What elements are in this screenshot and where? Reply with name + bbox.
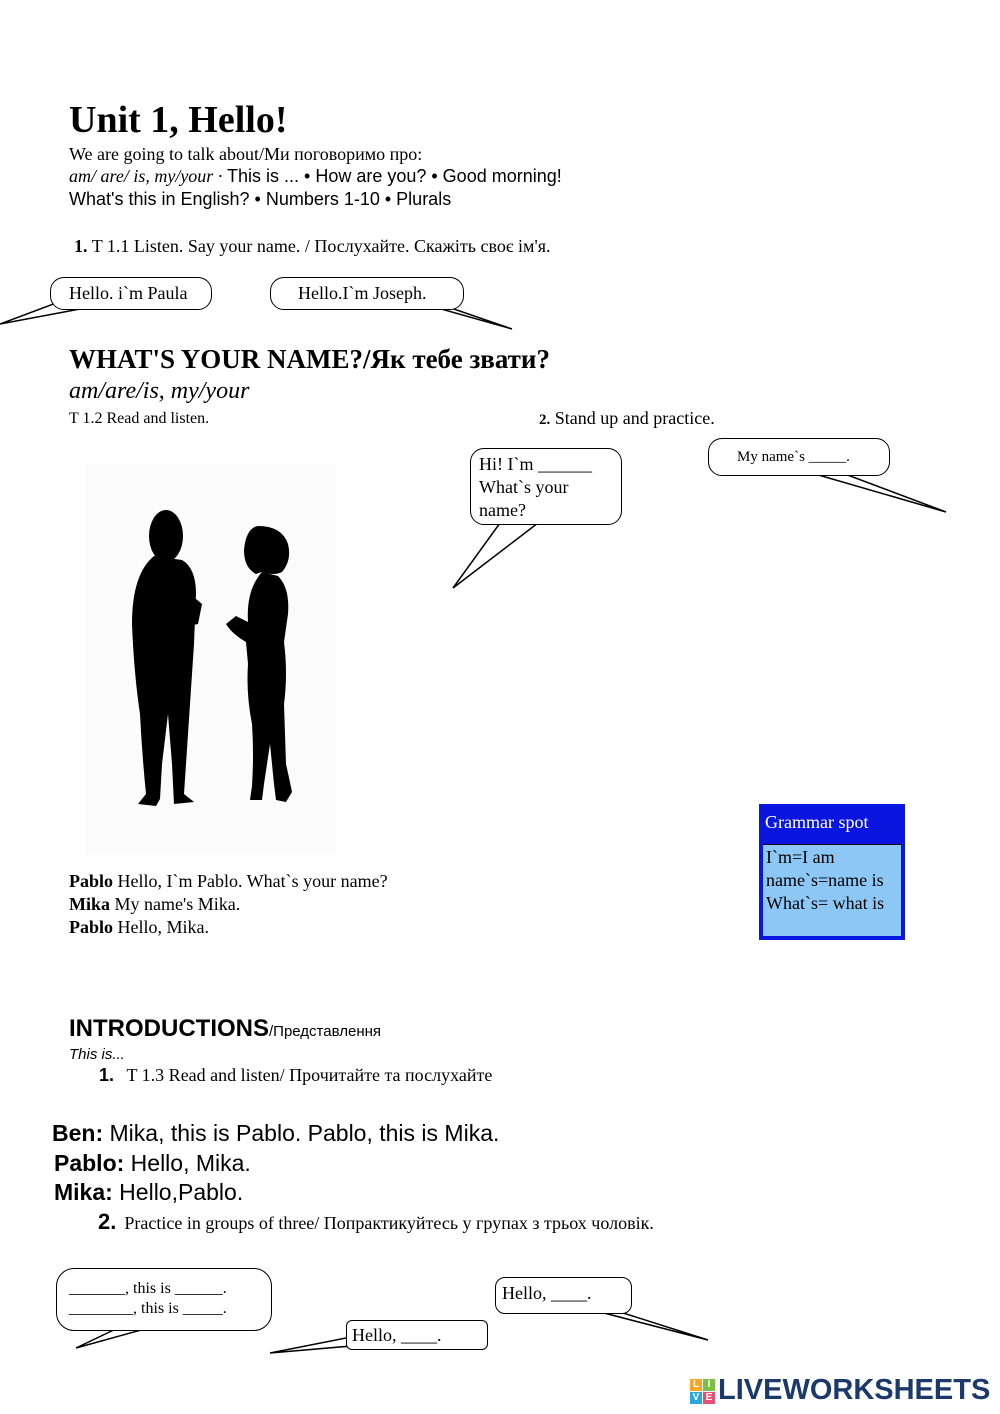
intro-ex1-text: T 1.3 Read and listen/ Прочитайте та послухайте — [126, 1065, 493, 1085]
intro-ex1-number: 1. — [99, 1065, 115, 1085]
speech-bubble-paula — [50, 277, 212, 310]
speaker-name: Ben: — [52, 1120, 104, 1146]
bubble-myname-text: My name`s _____. — [737, 449, 850, 465]
dialogue-text: My name's Mika. — [110, 894, 241, 914]
exercise-2-number: 2. — [539, 412, 551, 428]
logo-letter: I — [703, 1379, 715, 1391]
dialogue-text: Mika, this is Pablo. Pablo, this is Mika. — [103, 1120, 500, 1146]
intro-ex2-text: Practice in groups of three/ Попрактикуйтесь у групах з трьох чоловік. — [124, 1213, 654, 1233]
page-title: Unit 1, Hello! — [69, 99, 288, 141]
speech-bubble-hello-2 — [495, 1277, 632, 1314]
bubble-paula-text: Hello. i`m Paula — [69, 283, 188, 303]
dialogue-text: Hello, I`m Pablo. What`s your name? — [113, 871, 388, 891]
tail-hello1 — [270, 1337, 351, 1353]
speaker-name: Mika — [69, 894, 111, 914]
topics-rest: This is ... • How are you? • Good morning! — [222, 166, 562, 186]
speech-bubble-myname — [708, 438, 890, 476]
speech-bubble-hi — [470, 448, 622, 525]
bubble-hi-text: Hi! I`m ______ What`s your name? — [479, 454, 592, 520]
bubble-joseph-text: Hello.I`m Joseph. — [298, 283, 427, 303]
section-subheading-name: am/are/is, my/your — [69, 378, 250, 404]
exercise-1-text: T 1.1 Listen. Say your name. / Послухайте. Скажіть своє ім'я. — [91, 236, 551, 256]
intro-text: We are going to talk about/Ми поговоримо про: — [69, 144, 423, 164]
dialogue-text: Hello, Mika. — [124, 1149, 251, 1176]
logo-letter: V — [690, 1392, 702, 1404]
speech-bubble-hello-1 — [346, 1320, 488, 1350]
speaker-name: Pablo: — [54, 1149, 125, 1176]
exercise-2-text: Stand up and practice. — [554, 408, 715, 428]
tail-hi — [453, 523, 538, 588]
introductions-sub: This is... — [69, 1046, 125, 1063]
dialogue-text: Hello,Pablo. — [112, 1179, 244, 1205]
bubble-hello-1-text: Hello, ____. — [352, 1325, 442, 1345]
intro-ex2-number: 2. — [98, 1209, 117, 1234]
section-heading-name: WHAT'S YOUR NAME?/Як тебе звати? — [69, 344, 550, 374]
exercise-1-number: 1. — [74, 236, 88, 256]
t12-instruction: T 1.2 Read and listen. — [69, 410, 210, 427]
tail-hello2 — [600, 1312, 708, 1340]
grammar-spot-title: Grammar spot — [765, 812, 869, 832]
speaker-name: Pablo — [69, 917, 114, 937]
bubble-this-is-text: _______, this is ______. ________, this is _____. — [69, 1280, 227, 1317]
grammar-line: name`s=name is — [766, 870, 884, 890]
speech-bubble-joseph — [270, 277, 464, 310]
bubble-hello-2-text: Hello, ____. — [502, 1283, 592, 1303]
grammar-line: What`s= what is — [766, 893, 885, 913]
introductions-suffix: /Представлення — [269, 1023, 382, 1040]
logo-letter: L — [690, 1379, 702, 1391]
speech-bubble-this-is — [56, 1268, 272, 1331]
liveworksheets-brand: LIVEWORKSHEETS — [718, 1374, 991, 1406]
tail-myname — [815, 474, 946, 512]
speaker-name: Pablo — [69, 871, 114, 891]
introductions-title: INTRODUCTIONS — [69, 1015, 269, 1042]
topics-italic: am/ are/ is, my/your · — [69, 166, 223, 186]
grammar-line: I`m=I am — [766, 847, 835, 867]
dialogue-text: Hello, Mika. — [113, 917, 210, 937]
speaker-name: Mika: — [54, 1179, 113, 1205]
logo-letter: E — [703, 1392, 715, 1404]
topics-line-2: What's this in English? • Numbers 1-10 • Plurals — [69, 189, 452, 209]
